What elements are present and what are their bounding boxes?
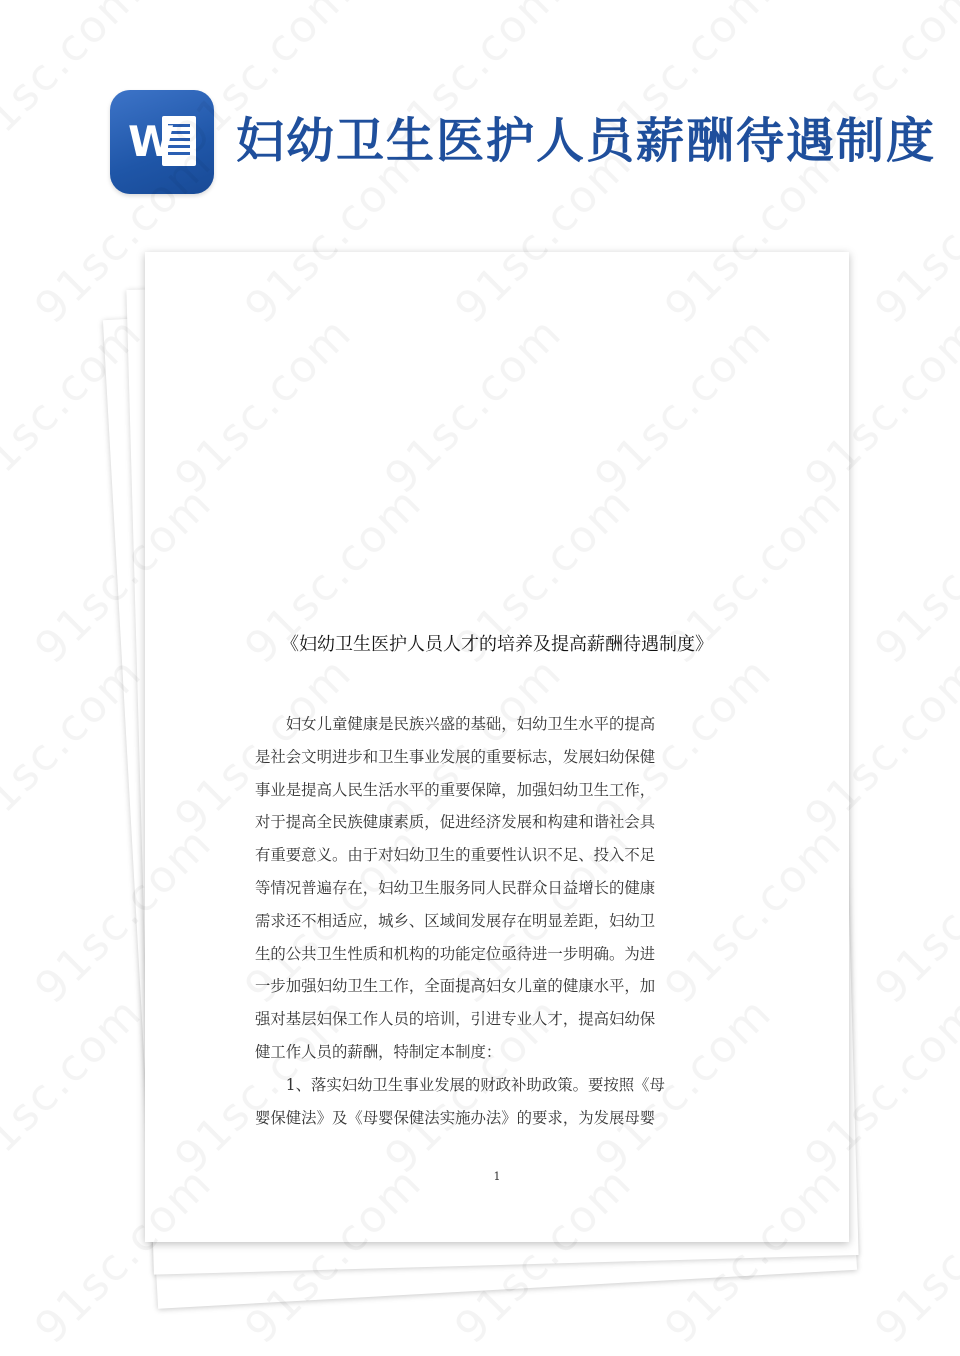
- text-line: 妇女儿童健康是民族兴盛的基础，妇幼卫生水平的提高: [255, 715, 656, 733]
- page-number: 1: [493, 1170, 501, 1183]
- document-title: 《妇幼卫生医护人员人才的培养及提高薪酬待遇制度》: [281, 634, 713, 655]
- text-line: 对于提高全民族健康素质，促进经济发展和构建和谐社会具: [255, 813, 656, 832]
- paragraph-intro: [255, 708, 741, 1069]
- word-icon: [110, 90, 214, 194]
- document-body: [255, 708, 741, 1134]
- document-page: [145, 252, 849, 1242]
- header-banner: [110, 90, 960, 194]
- watermark-text: [865, 817, 960, 1014]
- text-line: 生的公共卫生性质和机构的功能定位亟待进一步明确。为进: [255, 944, 656, 963]
- text-line: 有重要意义。由于对妇幼卫生的重要性认识不足、投入不足: [255, 846, 656, 865]
- text-line: 健工作人员的薪酬，特制定本制度：: [255, 1042, 502, 1061]
- watermark-text: [0, 987, 152, 1184]
- banner-title: 妇幼卫生医护人员薪酬待遇制度: [236, 113, 937, 169]
- text-line: 等情况普遍存在，妇幼卫生服务同人民群众日益增长的健康: [255, 878, 656, 897]
- watermark-text: [865, 1157, 960, 1354]
- word-icon-letter: W: [128, 117, 175, 166]
- text-line: 1、落实妇幼卫生事业发展的财政补助政策。要按照《母: [255, 1075, 665, 1094]
- text-line: 强对基层妇保工作人员的培训，引进专业人才，提高妇幼保: [255, 1010, 656, 1029]
- text-line: 需求还不相适应，城乡、区域间发展存在明显差距，妇幼卫: [255, 911, 656, 930]
- text-line: 是社会文明进步和卫生事业发展的重要标志，发展妇幼保健: [255, 747, 656, 766]
- text-line: 事业是提高人民生活水平的重要保障，加强妇幼卫生工作，: [255, 780, 656, 799]
- watermark-text: [865, 477, 960, 674]
- paragraph-item-1: [255, 1069, 741, 1135]
- text-line: 一步加强妇幼卫生工作，全面提高妇女儿童的健康水平，加: [255, 977, 656, 996]
- text-line: 婴保健法》及《母婴保健法实施办法》的要求，为发展母婴: [255, 1108, 656, 1127]
